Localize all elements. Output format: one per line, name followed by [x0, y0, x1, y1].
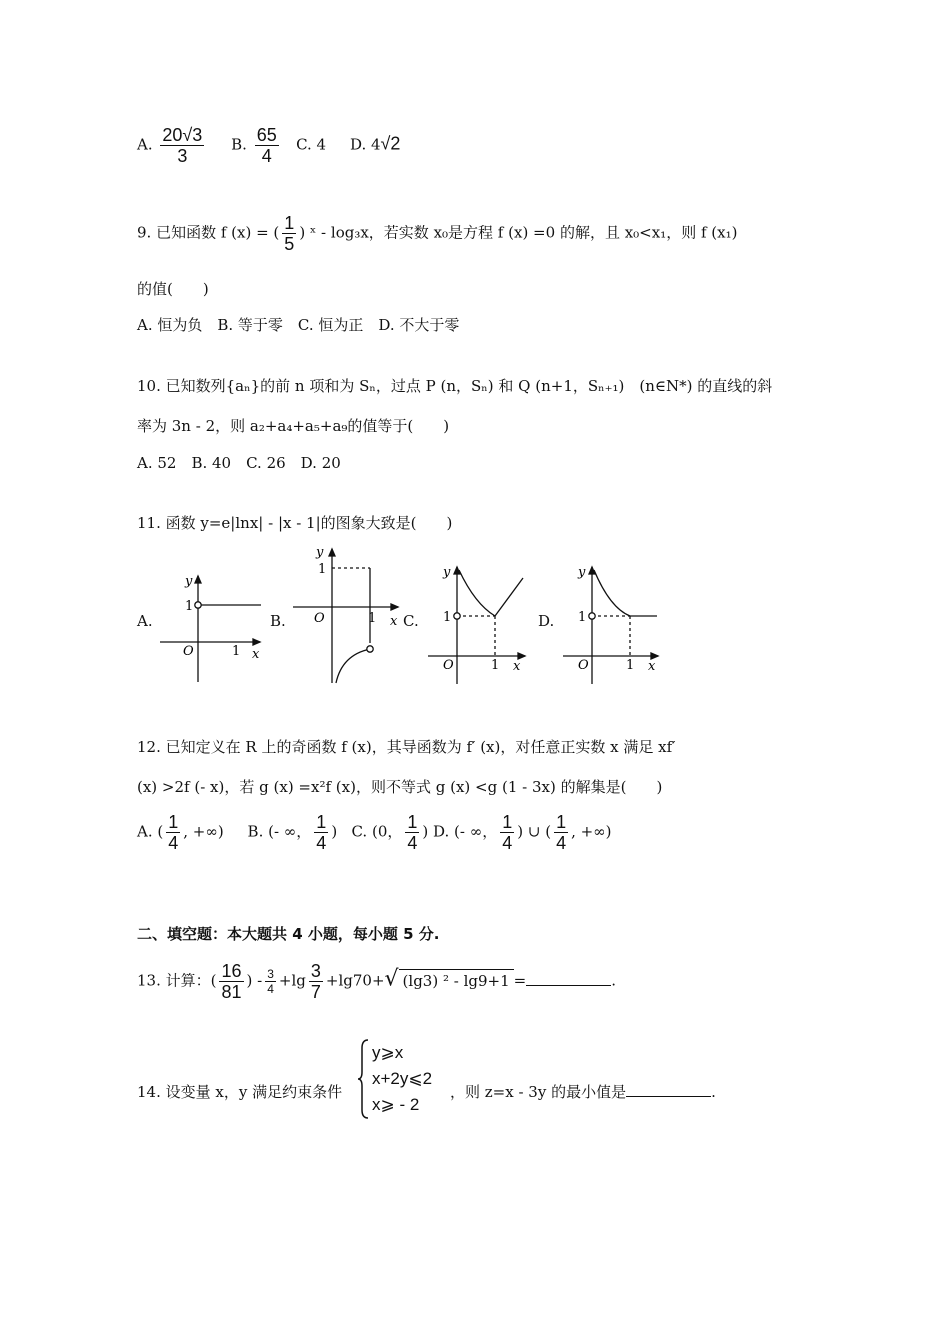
q11-b-x-label: x: [390, 614, 398, 629]
q9-fraction: $\frac{1}{5}$: [284, 213, 295, 254]
q8-option-b-label: B.: [231, 135, 247, 154]
q10-stem-line2: 率为 3n - 2，则 a₂+a₄+a₅+a₉的值等于( ): [137, 417, 450, 435]
q11-c-one-x: 1: [491, 658, 500, 673]
q11-graph-b: [290, 543, 405, 688]
q12-stem: 12. 已知定义在 R 上的奇函数 f (x)，其导函数为 f′ (x)，对任意正实数 x 满足 xf′: [137, 738, 676, 756]
q11-d-origin: O: [578, 658, 589, 673]
q12-options: A. ( $\frac{1}{4}$ , +∞) B. (- ∞， $\frac{1}{4}$ ) C. (0， $\frac{1}{4}$ ) D. (- ∞， $\frac{1}{4}$ ) ∪ ( $\frac{1}{4}$ , +∞): [137, 812, 612, 853]
q11-d-one-y: 1: [578, 610, 587, 625]
q8-options: [137, 125, 400, 166]
q11-a-y-label: y: [185, 574, 193, 589]
q11-graph-a: [155, 570, 265, 685]
q11-c-x-label: x: [513, 659, 521, 674]
q13-answer-blank[interactable]: [526, 971, 611, 986]
q8-option-a-label: A.: [137, 135, 153, 154]
q11-stem: 11. 函数 y=e|lnx| - |x - 1|的图象大致是( ): [137, 514, 453, 532]
q11-label-b: B.: [270, 612, 286, 630]
q11-d-x-label: x: [648, 659, 656, 674]
q11-graph-d: [560, 562, 665, 687]
q11-b-one-x: 1: [368, 611, 377, 626]
q14-answer-blank[interactable]: [626, 1082, 711, 1097]
q11-d-y-label: y: [578, 565, 586, 580]
q11-c-one-y: 1: [443, 610, 452, 625]
q14-stem-suffix: ，则 z=x - 3y 的最小值是 .: [450, 1083, 716, 1101]
q11-graph-c: [425, 562, 535, 687]
q8-option-c: C. 4: [296, 135, 327, 154]
q14-stem-prefix: 14. 设变量 x，y 满足约束条件: [137, 1083, 343, 1101]
q11-b-y-label: y: [316, 545, 324, 560]
q11-label-d: D.: [538, 612, 555, 630]
q8-option-b-fraction: $\frac{65}{4}$: [256, 125, 277, 166]
q13-stem: 13. 计算：( $\frac{16}{81}$ ) - $\frac{3}{4}$ +lg $\frac{3}{7}$ +lg70+√ (lg3) ² - lg9+1 = .: [137, 961, 616, 1002]
q8-option-d-sqrt: √2: [380, 133, 401, 154]
q11-a-x-label: x: [252, 647, 260, 662]
section-title: 二、填空题：本大题共 4 小题，每小题 5 分.: [137, 925, 440, 943]
q11-d-one-x: 1: [626, 658, 635, 673]
q11-b-one-y: 1: [318, 562, 327, 577]
q9-stem: 9. 已知函数 f (x) = ( $\frac{1}{5}$ ) ˣ - log₃x，若实数 x₀是方程 f (x) =0 的解，且 x₀<x₁，则 f (x₁): [137, 213, 738, 254]
q11-a-one-x: 1: [232, 644, 241, 659]
q14-brace: [358, 1038, 370, 1120]
q11-a-origin: O: [183, 644, 194, 659]
q14-constraint-2: x+2y⩽2: [372, 1069, 433, 1088]
q8-option-a-fraction: $\frac{20√3}{3}$: [162, 125, 203, 166]
q10-options: A. 52 B. 40 C. 26 D. 20: [137, 454, 341, 472]
q10-stem: 10. 已知数列{aₙ}的前 n 项和为 Sₙ，过点 P (n，Sₙ) 和 Q (n+1，Sₙ₊₁) (n∈N*) 的直线的斜: [137, 377, 773, 395]
q14-constraint-3: x⩾ - 2: [372, 1095, 420, 1114]
q14-constraint-1: y⩾x: [372, 1043, 404, 1062]
q11-label-c: C.: [403, 612, 419, 630]
q14-constraints: [372, 1040, 432, 1118]
q11-c-y-label: y: [443, 565, 451, 580]
q11-a-one-y: 1: [185, 599, 194, 614]
q11-label-a: A.: [137, 612, 153, 630]
q9-stem-line2: 的值( ): [137, 280, 209, 298]
q12-stem-line2: (x) >2f (- x)，若 g (x) =x²f (x)，则不等式 g (x) <g (1 - 3x) 的解集是( ): [137, 778, 663, 796]
q9-options: A. 恒为负 B. 等于零 C. 恒为正 D. 不大于零: [137, 316, 460, 334]
q8-option-d-label: D. 4: [349, 135, 381, 154]
q11-b-origin: O: [314, 611, 325, 626]
q11-c-origin: O: [443, 658, 454, 673]
